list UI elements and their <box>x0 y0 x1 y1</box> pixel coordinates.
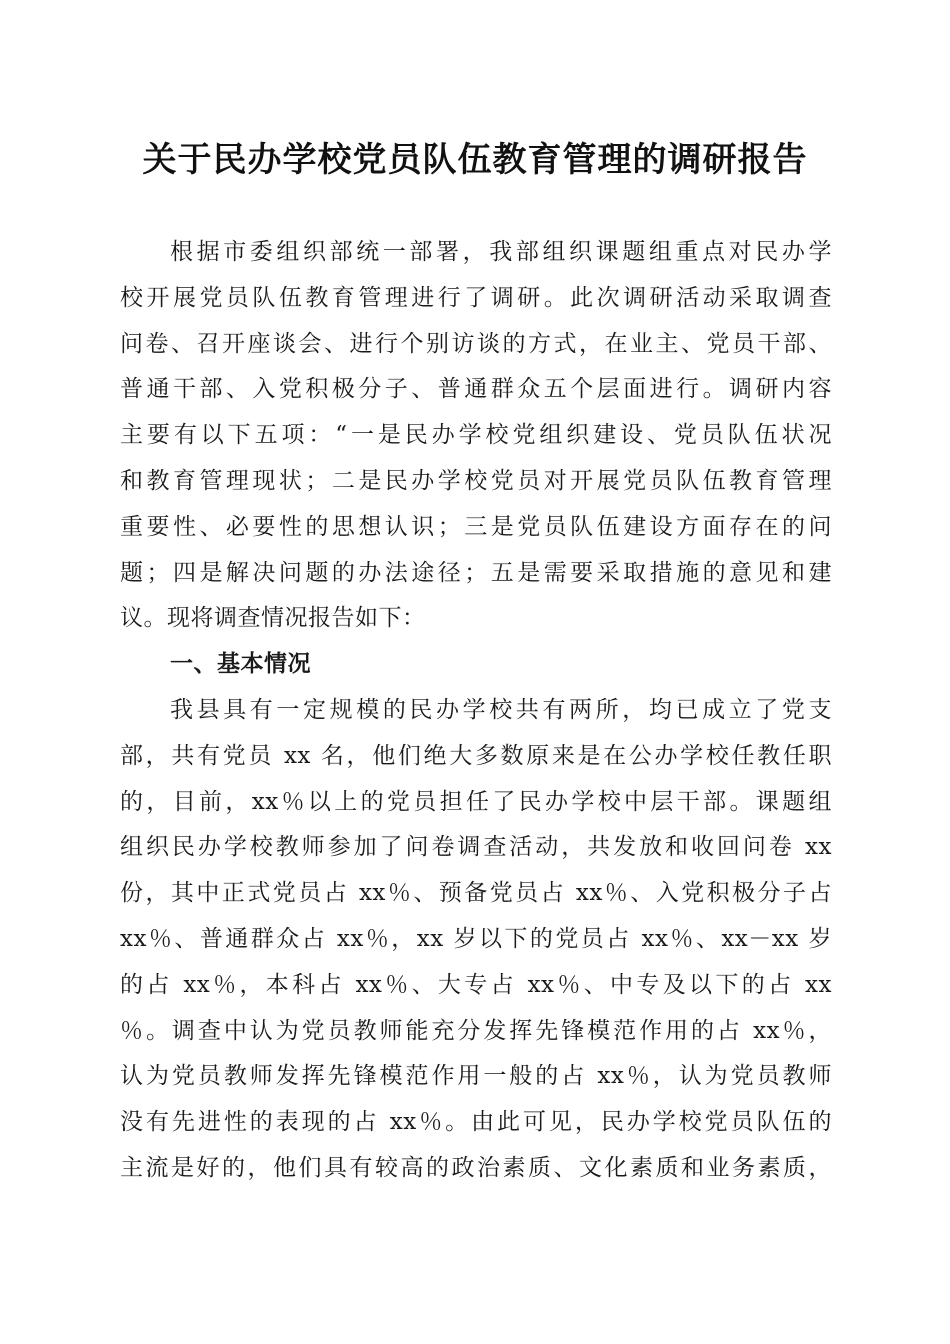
paragraph-1-line: 题；四是解决问题的办法途径；五是需要采取措施的意见和建 <box>120 559 832 586</box>
paragraph-1-line: 问卷、召开座谈会、进行个别访谈的方式，在业主、党员干部、 <box>120 330 832 357</box>
section-heading: 一、基本情况 <box>170 651 311 678</box>
paragraph-2-line: xx％、普通群众占 xx％，xx 岁以下的党员占 xx％、xx－xx 岁 <box>120 925 832 952</box>
paragraph-1-line: 议。现将调查情况报告如下： <box>120 605 426 632</box>
paragraph-2-line: ％。调查中认为党员教师能充分发挥先锋模范作用的占 xx％， <box>120 1017 832 1044</box>
paragraph-1-line: 普通干部、入党积极分子、普通群众五个层面进行。调研内容 <box>120 376 832 403</box>
document-title: 关于民办学校党员队伍教育管理的调研报告 <box>142 140 808 180</box>
paragraph-1-line: 重要性、必要性的思想认识；三是党员队伍建设方面存在的问 <box>120 513 832 540</box>
paragraph-1-line: 根据市委组织部统一部署，我部组织课题组重点对民办学 <box>170 239 832 265</box>
paragraph-2-line: 主流是好的，他们具有较高的政治素质、文化素质和业务素质， <box>120 1154 832 1181</box>
paragraph-1-line: 主要有以下五项：“一是民办学校党组织建设、党员队伍状况 <box>120 422 832 449</box>
paragraph-2-line: 份，其中正式党员占 xx％、预备党员占 xx％、入党积极分子占 <box>120 880 832 907</box>
paragraph-2-line: 没有先进性的表现的占 xx％。由此可见，民办学校党员队伍的 <box>120 1109 832 1136</box>
paragraph-2-line: 认为党员教师发挥先锋模范作用一般的占 xx％，认为党员教师 <box>120 1063 832 1090</box>
paragraph-2-line: 的，目前，xx％以上的党员担任了民办学校中层干部。课题组 <box>120 788 832 815</box>
paragraph-1-line: 和教育管理现状；二是民办学校党员对开展党员队伍教育管理 <box>120 467 832 494</box>
document-body <box>120 230 832 1192</box>
paragraph-2-line: 我县具有一定规模的民办学校共有两所，均已成立了党支 <box>170 696 832 723</box>
paragraph-2-line: 的占 xx％，本科占 xx％、大专占 xx％、中专及以下的占 xx <box>120 971 832 998</box>
paragraph-2-line: 部，共有党员 xx 名，他们绝大多数原来是在公办学校任教任职 <box>120 742 832 769</box>
paragraph-2-line: 组织民办学校教师参加了问卷调查活动，共发放和收回问卷 xx <box>120 834 832 861</box>
paragraph-1-line: 校开展党员队伍教育管理进行了调研。此次调研活动采取调查 <box>120 284 832 311</box>
